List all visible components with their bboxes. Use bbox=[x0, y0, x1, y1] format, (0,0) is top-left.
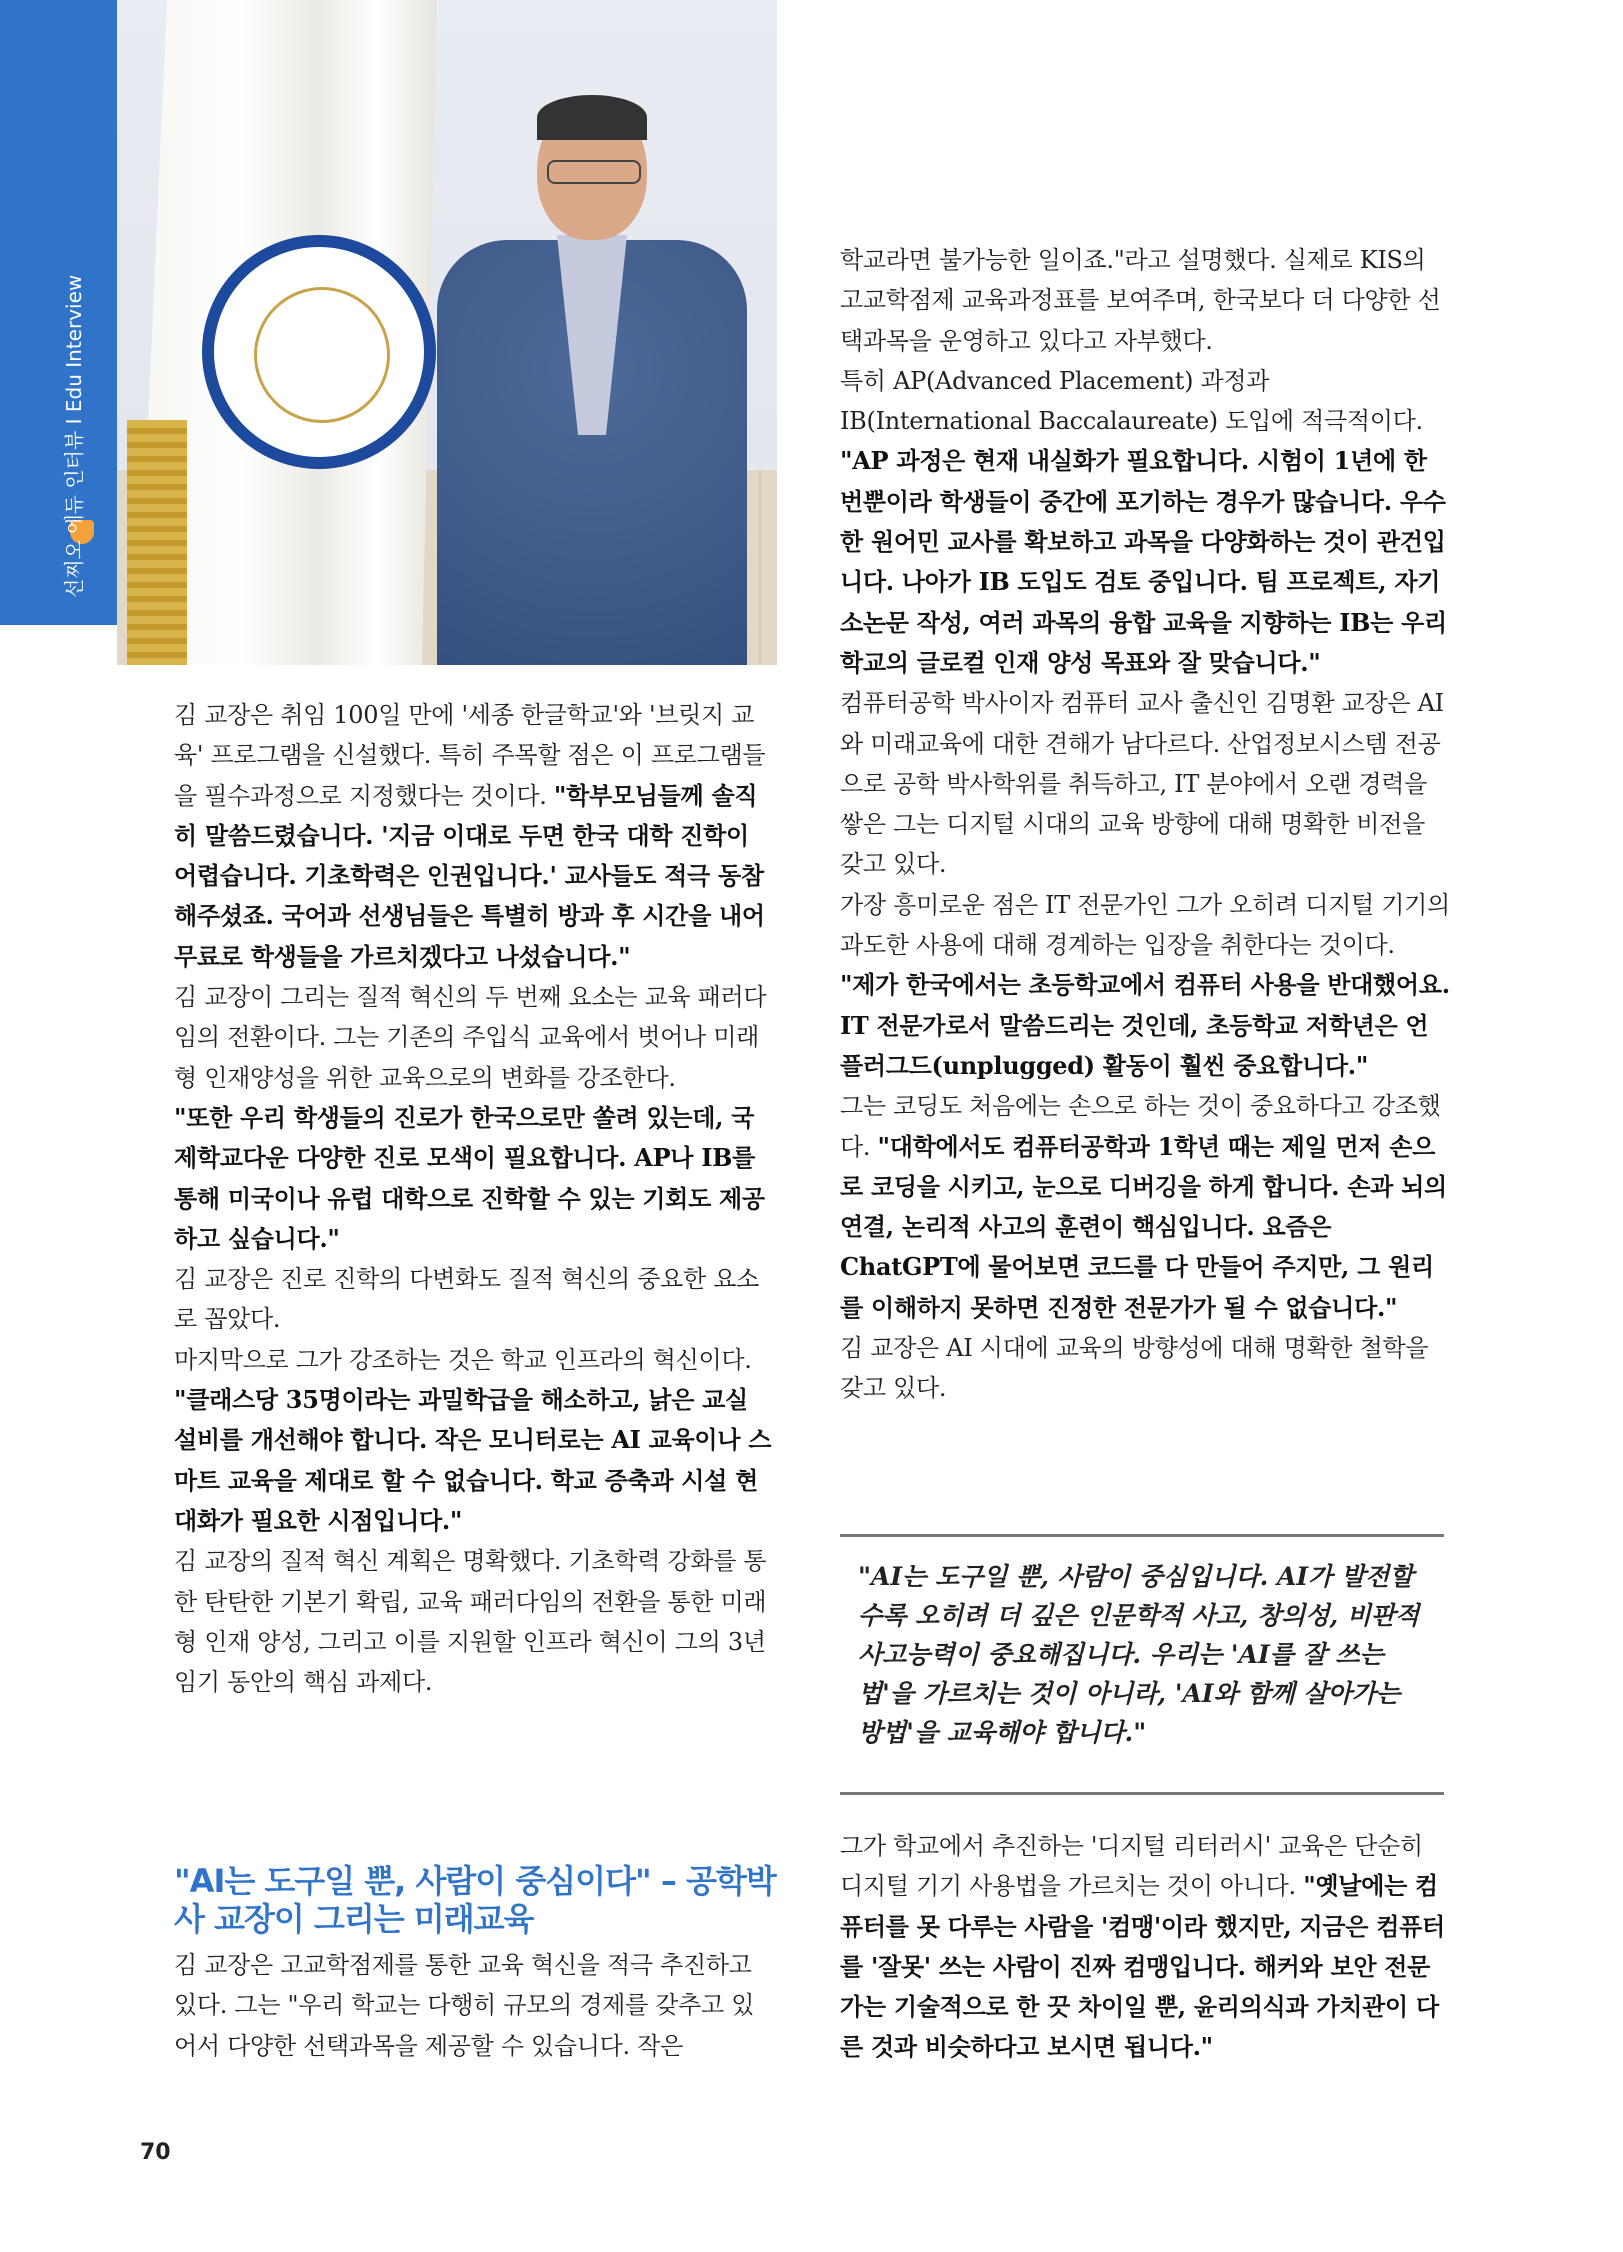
pull-quote bbox=[840, 1534, 1444, 1795]
quote-paragraph: "클래스당 35명이라는 과밀학급을 해소하고, 낡은 교실 설비를 개선해야 합니다. 작은 모니터로는 AI 교육이나 스마트 교육을 제대로 할 수 없습니다. 학교 증축과 시설 현대화가 필요한 시점입니다." bbox=[174, 1385, 772, 1535]
paragraph: 컴퓨터공학 박사이자 컴퓨터 교사 출신인 김명환 교장은 AI와 미래교육에 대한 견해가 남다르다. 산업정보시스템 전공으로 공학 박사학위를 취득하고, IT 분야에서 오랜 경력을 쌓은 그는 디지털 시대의 교육 방향에 대해 명확한 비전을 갖고 있다. bbox=[840, 689, 1444, 879]
school-seal-logo bbox=[202, 235, 436, 469]
seal-emblem bbox=[254, 287, 390, 423]
principal-figure bbox=[417, 100, 767, 665]
paragraph bbox=[174, 695, 774, 977]
left-column-bottom-text bbox=[174, 1945, 774, 2066]
quote-run: "학부모님들께 솔직히 말씀드렸습니다. '지금 이대로 두면 한국 대학 진학이 어렵습니다. 기초학력은 인권입니다.' 교사들도 적극 동참해주셨죠. 국어과 선생님들은 특별히 방과 후 시간을 내어 무료로 학생들을 가르치겠다고 나섰습니다." bbox=[174, 780, 765, 971]
section-tab bbox=[0, 0, 117, 625]
right-column-bottom-text bbox=[840, 1826, 1450, 2068]
section-heading: "AI는 도구일 뿐, 사람이 중심이다" – 공학박사 교장이 그리는 미래교육 bbox=[174, 1862, 776, 1938]
quote-paragraph: "또한 우리 학생들의 진로가 한국으로만 쏠려 있는데, 국제학교다운 다양한 진로 모색이 필요합니다. AP나 IB를 통해 미국이나 유럽 대학으로 진학할 수 있는 기회도 제공하고 싶습니다." bbox=[174, 1102, 765, 1253]
paragraph: 학교라면 불가능한 일이죠."라고 설명했다. 실제로 KIS의 고교학점제 교육과정표를 보여주며, 한국보다 더 다양한 선택과목을 운영하고 있다고 자부했다. bbox=[840, 246, 1441, 355]
paragraph: 김 교장은 고교학점제를 통한 교육 혁신을 적극 추진하고 있다. 그는 "우리 학교는 다행히 규모의 경제를 갖추고 있어서 다양한 선택과목을 제공할 수 있습니다. 작은 bbox=[174, 1951, 755, 2060]
paragraph bbox=[840, 1086, 1450, 1328]
quote-run: "AP 과정은 현재 내실화가 필요합니다. 시험이 1년에 한 번뿐이라 학생들이 중간에 포기하는 경우가 많습니다. 우수한 원어민 교사를 확보하고 과목을 다양화하는 것이 관건입니다. 나아가 IB 도입도 검토 중입니다. 팀 프로젝트, 자기 소논문 작성, 여러 과목의 융합 교육을 지향하는 IB는 우리 학교의 글로컬 인재 양성 목표와 잘 맞습니다." bbox=[840, 446, 1447, 677]
quote-run: "대학에서도 컴퓨터공학과 1학년 때는 제일 먼저 손으로 코딩을 시키고, 눈으로 디버깅을 하게 합니다. 손과 뇌의 연결, 논리적 사고의 훈련이 핵심입니다. 요즘은 ChatGPT에 물어보면 코드를 다 만들어 주지만, 그 원리를 이해하지 못하면 진정한 전문가가 될 수 없습니다." bbox=[840, 1131, 1447, 1322]
paragraph: 마지막으로 그가 강조하는 것은 학교 인프라의 혁신이다. bbox=[174, 1345, 752, 1374]
text-run: 그가 학교에서 추진하는 '디지털 리터러시' 교육은 단순히 디지털 기기 사용법을 가르치는 것이 아니다. bbox=[840, 1832, 1423, 1901]
hair bbox=[537, 95, 647, 140]
text-run: 김 교장은 취임 100일 만에 '세종 한글학교'와 '브릿지 교육' 프로그램을 신설했다. 특히 주목할 점은 이 프로그램들을 필수과정으로 지정했다는 것이다. bbox=[174, 701, 766, 810]
paragraph bbox=[840, 1826, 1450, 2068]
quote-run: "옛날에는 컴퓨터를 못 다루는 사람을 '컴맹'이라 했지만, 지금은 컴퓨터를 '잘못' 쓰는 사람이 진짜 컴맹입니다. 해커와 보안 전문가는 기술적으로 한 끗 차이일 뿐, 윤리의식과 가치관이 다른 것과 비슷하다고 보시면 됩니다." bbox=[840, 1871, 1445, 2062]
page-number: 70 bbox=[140, 2140, 171, 2165]
principal-photo bbox=[117, 0, 777, 665]
paragraph: 김 교장은 진로 진학의 다변화도 질적 혁신의 중요한 요소로 꼽았다. bbox=[174, 1265, 759, 1334]
flag-fringe bbox=[127, 420, 187, 665]
text-run: 그는 코딩도 처음에는 손으로 하는 것이 중요하다고 강조했다. bbox=[840, 1092, 1441, 1161]
quote-paragraph: "제가 한국에서는 초등학교에서 컴퓨터 사용을 반대했어요. IT 전문가로서 말씀드리는 것인데, 초등학교 저학년은 언플러그드(unplugged) 활동이 훨씬 중요합니다." bbox=[840, 970, 1450, 1080]
paragraph: 김 교장의 질적 혁신 계획은 명확했다. 기초학력 강화를 통한 탄탄한 기본기 확립, 교육 패러다임의 전환을 통한 미래형 인재 양성, 그리고 이를 지원할 인프라 혁신이 그의 3년 임기 동안의 핵심 과제다. bbox=[174, 1547, 767, 1697]
left-column-text bbox=[174, 695, 774, 1702]
paragraph bbox=[840, 361, 1450, 683]
paragraph: 김 교장은 AI 시대에 교육의 방향성에 대해 명확한 철학을 갖고 있다. bbox=[840, 1334, 1429, 1403]
pull-quote-text: "AI는 도구일 뿐, 사람이 중심입니다. AI가 발전할수록 오히려 더 깊은 인문학적 사고, 창의성, 비판적 사고능력이 중요해집니다. 우리는 'AI를 잘 쓰는 법'을 가르치는 것이 아니라, 'AI와 함께 살아가는 방법'을 교육해야 합니다." bbox=[858, 1562, 1420, 1747]
section-tab-label: 선찌오 에듀 인터뷰 I Edu Interview bbox=[62, 274, 86, 598]
text-run: 특히 AP(Advanced Placement) 과정과 IB(International Baccalaureate) 도입에 적극적이다. bbox=[840, 366, 1423, 436]
paragraph: 김 교장이 그리는 질적 혁신의 두 번째 요소는 교육 패러다임의 전환이다. 그는 기존의 주입식 교육에서 벗어나 미래형 인재양성을 위한 교육으로의 변화를 강조한다. bbox=[174, 983, 767, 1092]
right-column-text bbox=[840, 240, 1450, 1409]
paragraph: 가장 흥미로운 점은 IT 전문가인 그가 오히려 디지털 기기의 과도한 사용에 대해 경계하는 입장을 취한다는 것이다. bbox=[840, 890, 1450, 960]
glasses bbox=[547, 160, 641, 184]
